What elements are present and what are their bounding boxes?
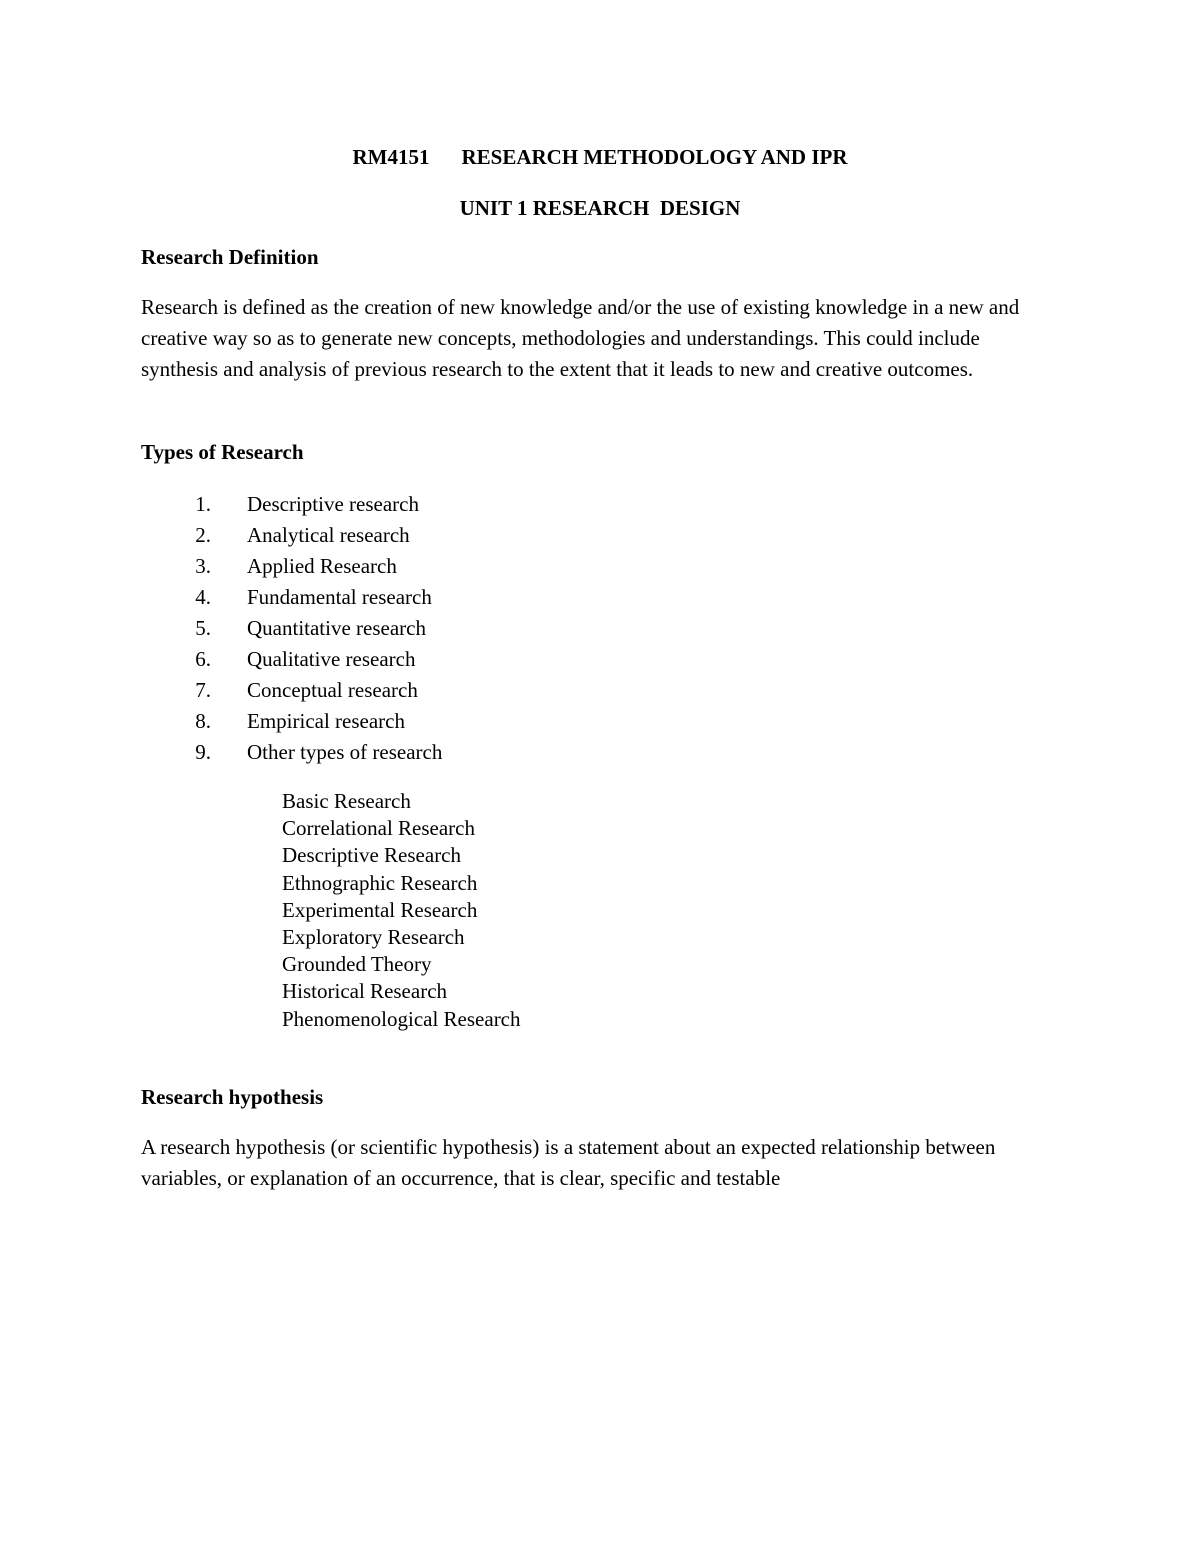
sub-list-item: Basic Research bbox=[282, 789, 411, 813]
definition-paragraph: Research is defined as the creation of new knowledge and/or the use of existing knowledge in a new and creative way so as to generate new concepts, methodologies and understandings. This could include synthesis and analysis of previous research to the extent that it leads to new and creative outcomes. bbox=[141, 295, 1020, 381]
sub-list-item: Exploratory Research bbox=[282, 925, 465, 950]
list-number: 6. bbox=[195, 647, 211, 671]
types-heading: Types of Research bbox=[141, 440, 304, 464]
hypothesis-heading: Research hypothesis bbox=[141, 1085, 324, 1109]
sub-list-item: Phenomenological Research bbox=[282, 1006, 521, 1031]
list-number: 9. bbox=[195, 740, 211, 764]
definition-heading: Research Definition bbox=[141, 245, 319, 269]
sub-list-item: Grounded Theory bbox=[282, 952, 432, 977]
hypothesis-paragraph: A research hypothesis (or scientific hypothesis) is a statement about an expected relationship between variables, or explanation of an occurrence, that is clear, specific and testable bbox=[141, 1135, 996, 1190]
list-item-label: Fundamental research bbox=[247, 585, 432, 609]
sub-list-item: Correlational Research bbox=[282, 816, 475, 841]
list-item-label: Empirical research bbox=[247, 709, 405, 733]
course-title: RESEARCH METHODOLOGY AND IPR bbox=[461, 145, 848, 169]
course-code: RM4151 bbox=[352, 145, 430, 169]
list-number: 5. bbox=[195, 616, 211, 640]
list-item-label: Analytical research bbox=[247, 523, 410, 547]
list-item-label: Applied Research bbox=[247, 554, 397, 578]
list-item-label: Conceptual research bbox=[247, 678, 418, 702]
list-item-label: Qualitative research bbox=[247, 647, 416, 671]
sub-list-item: Experimental Research bbox=[282, 897, 478, 922]
list-item-label: Quantitative research bbox=[247, 616, 426, 640]
course-heading bbox=[0, 145, 1200, 169]
list-number: 8. bbox=[195, 709, 211, 733]
sub-list-item: Descriptive Research bbox=[282, 843, 462, 868]
list-number: 2. bbox=[195, 523, 211, 547]
unit-title: UNIT 1 RESEARCH DESIGN bbox=[459, 196, 741, 220]
sub-list-item: Historical Research bbox=[282, 979, 448, 1004]
list-item-label: Descriptive research bbox=[247, 492, 419, 516]
list-item-label: Other types of research bbox=[247, 740, 443, 764]
list-number: 4. bbox=[195, 585, 211, 609]
list-number: 7. bbox=[195, 678, 211, 702]
sub-list-item: Ethnographic Research bbox=[282, 870, 478, 895]
other-types-list bbox=[282, 788, 521, 1033]
list-number: 3. bbox=[195, 554, 211, 578]
list-number: 1. bbox=[195, 492, 211, 516]
